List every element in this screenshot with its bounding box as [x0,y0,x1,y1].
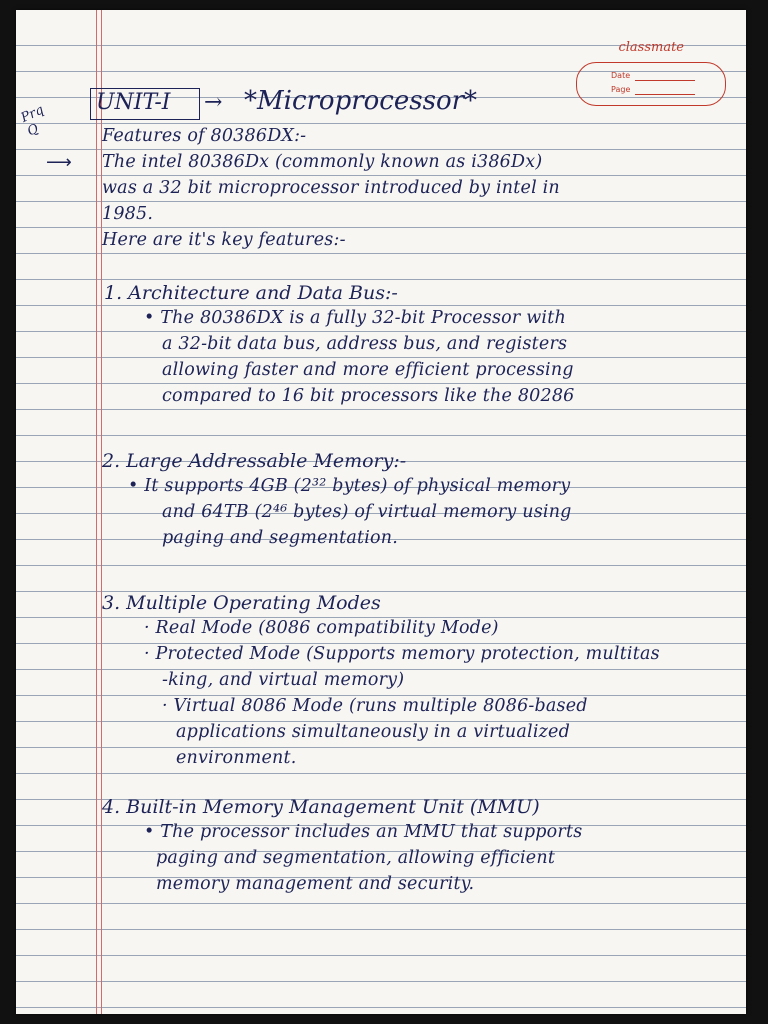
section-heading-1: 1. Architecture and Data Bus:- [104,282,398,304]
section-2-line-1: • It supports 4GB (2³² bytes) of physical memory [128,476,571,496]
section-3-line-6: environment. [176,748,297,768]
unit-label: UNIT-I [96,90,171,115]
section-1-line-2: a 32-bit data bus, address bus, and registers [162,334,568,354]
section-heading-4: 4. Built-in Memory Management Unit (MMU) [102,796,540,818]
section-3-line-1: · Real Mode (8086 compatibility Mode) [144,618,499,638]
date-page-box [576,62,726,106]
date-label: Date [611,71,631,80]
page-label: Page [611,85,631,94]
intro-line-1: The intel 80386Dx (commonly known as i386Dx) [102,152,543,172]
section-3-line-4: · Virtual 8086 Mode (runs multiple 8086-based [162,696,588,716]
brand-logo: classmate [618,40,684,55]
page-line [635,94,695,95]
corner-note: Prq Q [18,102,47,140]
section-1-line-3: allowing faster and more efficient processing [162,360,574,380]
arrow-marker: ⟶ [46,152,72,173]
section-2-line-3: paging and segmentation. [162,528,398,548]
section-heading-2: 2. Large Addressable Memory:- [102,450,407,472]
section-4-line-1: • The processor includes an MMU that supports [144,822,583,842]
page-title: *Microprocessor* [244,86,478,116]
intro-line-2: was a 32 bit microprocessor introduced by intel in [102,178,560,198]
section-4-line-2: paging and segmentation, allowing efficient [156,848,556,868]
section-3-line-2: · Protected Mode (Supports memory protection, multitas [144,644,660,664]
intro-line-3: 1985. [102,204,154,224]
section-heading-3: 3. Multiple Operating Modes [102,592,381,614]
notebook-page [16,10,746,1014]
section-2-line-2: and 64TB (2⁴⁶ bytes) of virtual memory using [162,502,572,522]
date-line [635,80,695,81]
section-4-line-3: memory management and security. [156,874,475,894]
section-1-line-4: compared to 16 bit processors like the 80286 [162,386,575,406]
question-line: Features of 80386DX:- [102,126,307,146]
section-3-line-3: -king, and virtual memory) [162,670,405,690]
section-3-line-5: applications simultaneously in a virtualized [176,722,570,742]
margin-line-left [96,10,97,1014]
intro-line-4: Here are it's key features:- [102,230,346,250]
title-arrow: → [204,90,223,115]
section-1-line-1: • The 80386DX is a fully 32-bit Processor with [144,308,566,328]
